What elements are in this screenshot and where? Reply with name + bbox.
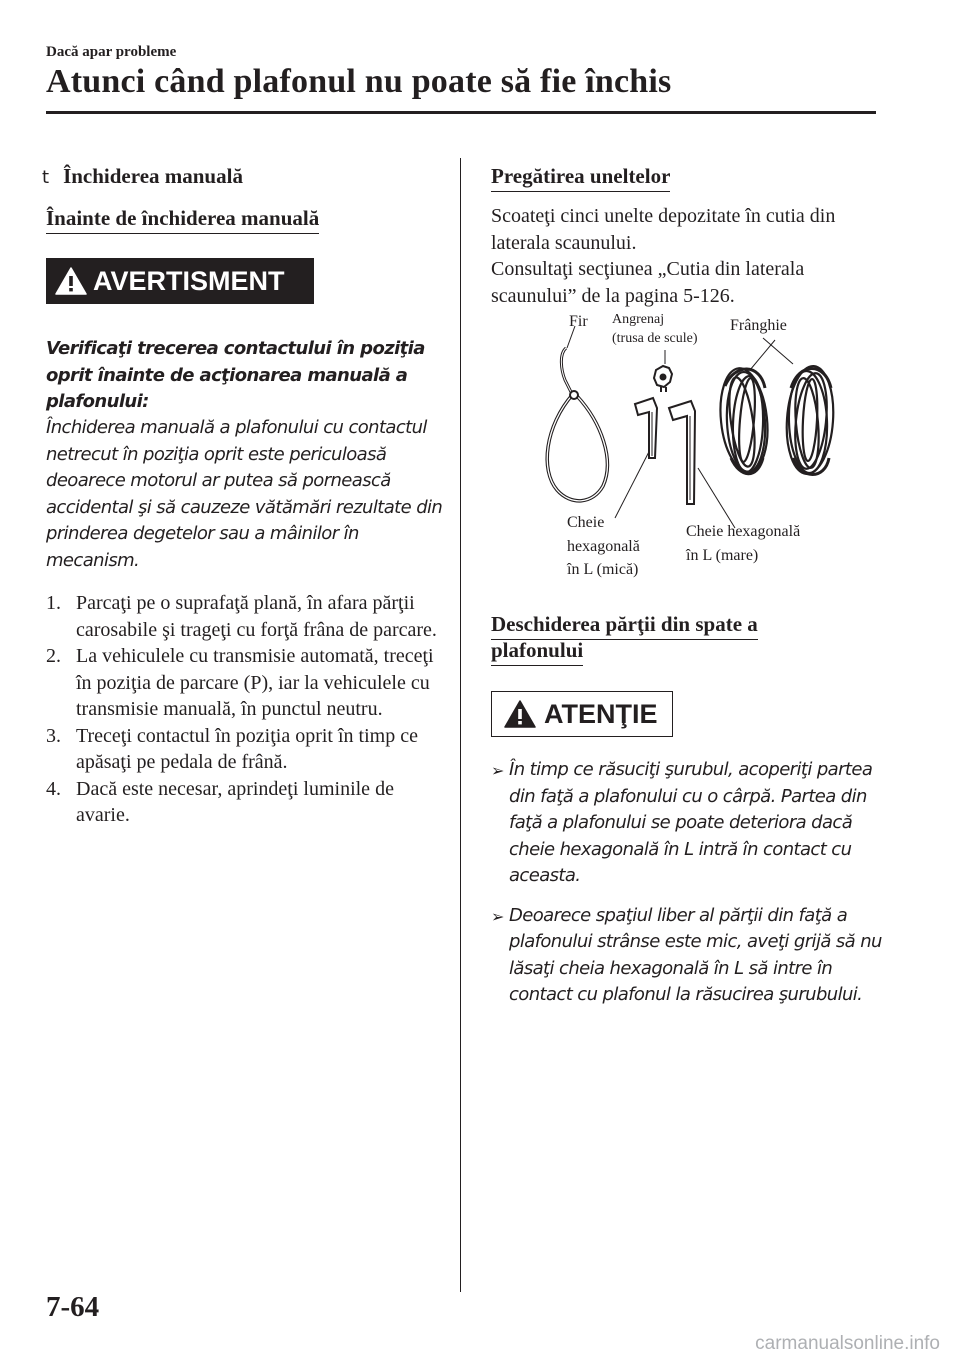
gear-label-line2: (trusa de scule) <box>612 331 698 346</box>
warning-body-text: Închiderea manuală a plafonului cu contactul netrecut în poziţia oprit este periculoasă deoarece motorul ar putea să pornească accidental şi să cauzeze vătămări rezultate din prinderea degetelor sau a mâinilor în mecanism. <box>46 417 443 571</box>
bullet-heading <box>42 164 243 189</box>
watermark: carmanualsonline.info <box>755 1333 940 1354</box>
list-item: 1. Parcaţi pe o suprafaţă plană, în afara părţii carosabile şi trageţi cu forţă frâna de parcare. <box>46 592 437 641</box>
prep-paragraph <box>491 203 891 309</box>
caution-triangle-icon <box>504 700 536 728</box>
section-name: Dacă apar probleme <box>46 44 177 60</box>
small-key-label-line3: în L (mică) <box>567 561 639 578</box>
small-key-label-line2: hexagonală <box>567 538 640 555</box>
arrow-right-icon: ➢ <box>491 761 504 780</box>
page-title: Atunci când plafonul nu poate să fie închis <box>46 63 672 100</box>
prep-text-2: Consultaţi secţiunea „Cutia din laterala scaunului” de la pagina 5-126. <box>491 258 805 307</box>
open-rear-heading-line1: Deschiderea părţii din spate a <box>491 612 758 640</box>
bullet-heading-text: Închiderea manuală <box>63 164 243 188</box>
warning-triangle-icon <box>55 267 87 295</box>
warning-banner <box>46 258 314 304</box>
list-item: ➢ În timp ce răsuciţi şurubul, acoperiţi partea din faţă a plafonului cu o cârpă. Partea din faţă a plafonului se poate deteriora dacă cheie hexagonală în L intră în contact cu aceasta. <box>491 757 886 890</box>
bullet-icon: t <box>42 167 50 188</box>
prep-heading: Pregătirea uneltelor <box>491 164 670 192</box>
tools-figure <box>535 308 855 583</box>
warning-bold-text: Verificaţi trecerea contactului în poziţia oprit înainte de acţionarea manuală a plafonului: <box>46 338 425 412</box>
wire-label: Fir <box>569 313 588 330</box>
list-item: ➢ Deoarece spaţiul liber al părţii din faţă a plafonului strânse este mic, aveţi grijă să nu lăsaţi cheia hexagonală în L să intre în contact cu plafonul la răsucirea şurubului. <box>491 903 886 1009</box>
list-item: 4. Dacă este necesar, aprindeţi luminile de avarie. <box>46 777 394 826</box>
header-rule <box>46 111 876 114</box>
list-item: 3. Treceţi contactul în poziţia oprit în timp ce apăsaţi pe pedala de frână. <box>46 724 418 773</box>
arrow-right-icon: ➢ <box>491 906 504 926</box>
rope-label: Frânghie <box>730 317 787 334</box>
caution-list <box>491 757 886 1022</box>
caution-label: ATENŢIE <box>544 698 658 729</box>
prep-text-1: Scoateţi cinci unelte depozitate în cutia din laterala scaunului. <box>491 205 836 254</box>
gear-label-line1: Angrenaj <box>612 312 665 327</box>
open-rear-heading-line2: plafonului <box>491 638 583 666</box>
warning-label: AVERTISMENT <box>93 265 285 296</box>
small-key-label-line1: Cheie <box>567 514 605 531</box>
list-item: 2. La vehiculele cu transmisie automată, treceţi în poziţia de parcare (P), iar la vehiculele cu transmisie manuală, în punctul neutru. <box>46 645 434 720</box>
caution-banner <box>491 691 673 737</box>
steps-list <box>46 590 446 829</box>
large-key-label-line2: în L (mare) <box>686 547 759 564</box>
before-closing-heading: Înainte de închiderea manuală <box>46 206 319 234</box>
page-number: 7-64 <box>46 1291 100 1323</box>
large-key-label-line1: Cheie hexagonală <box>686 523 801 540</box>
column-divider <box>460 158 461 1292</box>
